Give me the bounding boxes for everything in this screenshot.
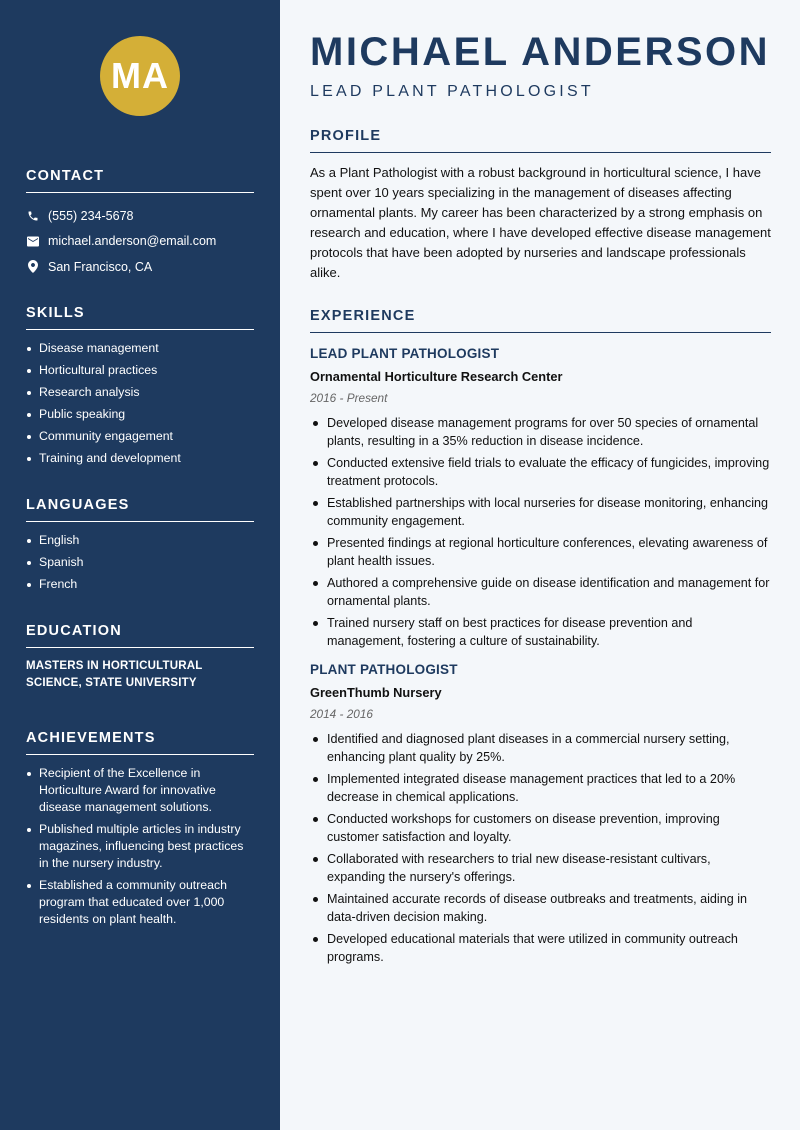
profile-heading: PROFILE — [310, 128, 771, 153]
job-company: Ornamental Horticulture Research Center — [310, 369, 563, 384]
contact-section — [26, 168, 254, 280]
contact-location: San Francisco, CA — [48, 259, 153, 274]
job-bullets — [310, 414, 771, 650]
location-pin-icon — [26, 260, 39, 273]
job-bullet: Maintained accurate records of disease outbreaks and treatments, aiding in data-driven decision making. — [310, 890, 771, 926]
job-entry — [310, 346, 771, 650]
job-bullet: Authored a comprehensive guide on disease identification and management for ornamental plants. — [310, 574, 771, 610]
education-heading: EDUCATION — [26, 623, 254, 648]
avatar-initials: MA — [100, 36, 180, 116]
contact-location-row — [26, 254, 254, 280]
skills-heading: SKILLS — [26, 305, 254, 330]
achievement-item: Established a community outreach program that educated over 1,000 residents on plant health. — [26, 877, 254, 928]
job-bullet: Trained nursery staff on best practices for disease prevention and management, fostering a culture of sustainability. — [310, 614, 771, 650]
phone-icon — [26, 209, 39, 222]
skill-item: Disease management — [26, 340, 254, 357]
language-item: French — [26, 576, 254, 593]
education-section — [26, 623, 254, 692]
profile-text: As a Plant Pathologist with a robust background in horticultural science, I have spent over 10 years specializing in the management of diseases affecting ornamental plants. My career has been characterized by a strong emphasis on research and education, where I have developed effective disease management protocols that have been adopted by nurseries and landscape professionals alike. — [310, 165, 771, 280]
language-item: English — [26, 532, 254, 549]
experience-heading: EXPERIENCE — [310, 308, 771, 333]
job-bullet: Conducted extensive field trials to evaluate the efficacy of fungicides, improving treatment protocols. — [310, 454, 771, 490]
candidate-role: LEAD PLANT PATHOLOGIST — [310, 83, 594, 100]
job-bullet: Established partnerships with local nurseries for disease monitoring, enhancing community engagement. — [310, 494, 771, 530]
job-bullet: Identified and diagnosed plant diseases in a commercial nursery setting, enhancing plant quality by 25%. — [310, 730, 771, 766]
skill-item: Training and development — [26, 450, 254, 467]
profile-section — [310, 128, 771, 283]
skill-item: Public speaking — [26, 406, 254, 423]
job-title: LEAD PLANT PATHOLOGIST — [310, 346, 500, 361]
languages-section — [26, 497, 254, 598]
experience-section — [310, 308, 771, 970]
skills-section — [26, 305, 254, 472]
skill-item: Community engagement — [26, 428, 254, 445]
job-company: GreenThumb Nursery — [310, 685, 442, 700]
achievements-list — [26, 765, 254, 928]
languages-heading: LANGUAGES — [26, 497, 254, 522]
contact-phone: (555) 234-5678 — [48, 208, 134, 223]
job-title: PLANT PATHOLOGIST — [310, 662, 458, 677]
job-bullet: Conducted workshops for customers on disease prevention, improving customer satisfaction and loyalty. — [310, 810, 771, 846]
skills-list — [26, 340, 254, 467]
contact-phone-row — [26, 203, 254, 229]
language-item: Spanish — [26, 554, 254, 571]
job-bullets — [310, 730, 771, 966]
contact-email: michael.anderson@email.com — [48, 234, 217, 249]
sidebar — [0, 0, 280, 1130]
job-dates: 2014 - 2016 — [310, 707, 373, 721]
contact-heading: CONTACT — [26, 168, 254, 193]
job-bullet: Collaborated with researchers to trial new disease-resistant cultivars, expanding the nursery's offerings. — [310, 850, 771, 886]
achievement-item: Published multiple articles in industry magazines, influencing best practices in the nursery industry. — [26, 821, 254, 872]
candidate-name: MICHAEL ANDERSON — [310, 30, 771, 74]
job-bullet: Presented findings at regional horticulture conferences, elevating awareness of plant health issues. — [310, 534, 771, 570]
languages-list — [26, 532, 254, 593]
job-bullet: Developed disease management programs for over 50 species of ornamental plants, resulting in a 35% reduction in disease incidence. — [310, 414, 771, 450]
skill-item: Research analysis — [26, 384, 254, 401]
contact-email-row — [26, 229, 254, 255]
education-degree: MASTERS IN HORTICULTURAL SCIENCE, STATE UNIVERSITY — [26, 660, 203, 689]
job-dates: 2016 - Present — [310, 391, 388, 405]
job-entry — [310, 662, 771, 966]
achievements-heading: ACHIEVEMENTS — [26, 730, 254, 755]
skill-item: Horticultural practices — [26, 362, 254, 379]
job-bullet: Developed educational materials that were utilized in community outreach programs. — [310, 930, 771, 966]
achievement-item: Recipient of the Excellence in Horticulture Award for innovative disease management solutions. — [26, 765, 254, 816]
job-bullet: Implemented integrated disease management practices that led to a 20% decrease in chemical applications. — [310, 770, 771, 806]
achievements-section — [26, 730, 254, 933]
email-icon — [26, 235, 39, 248]
